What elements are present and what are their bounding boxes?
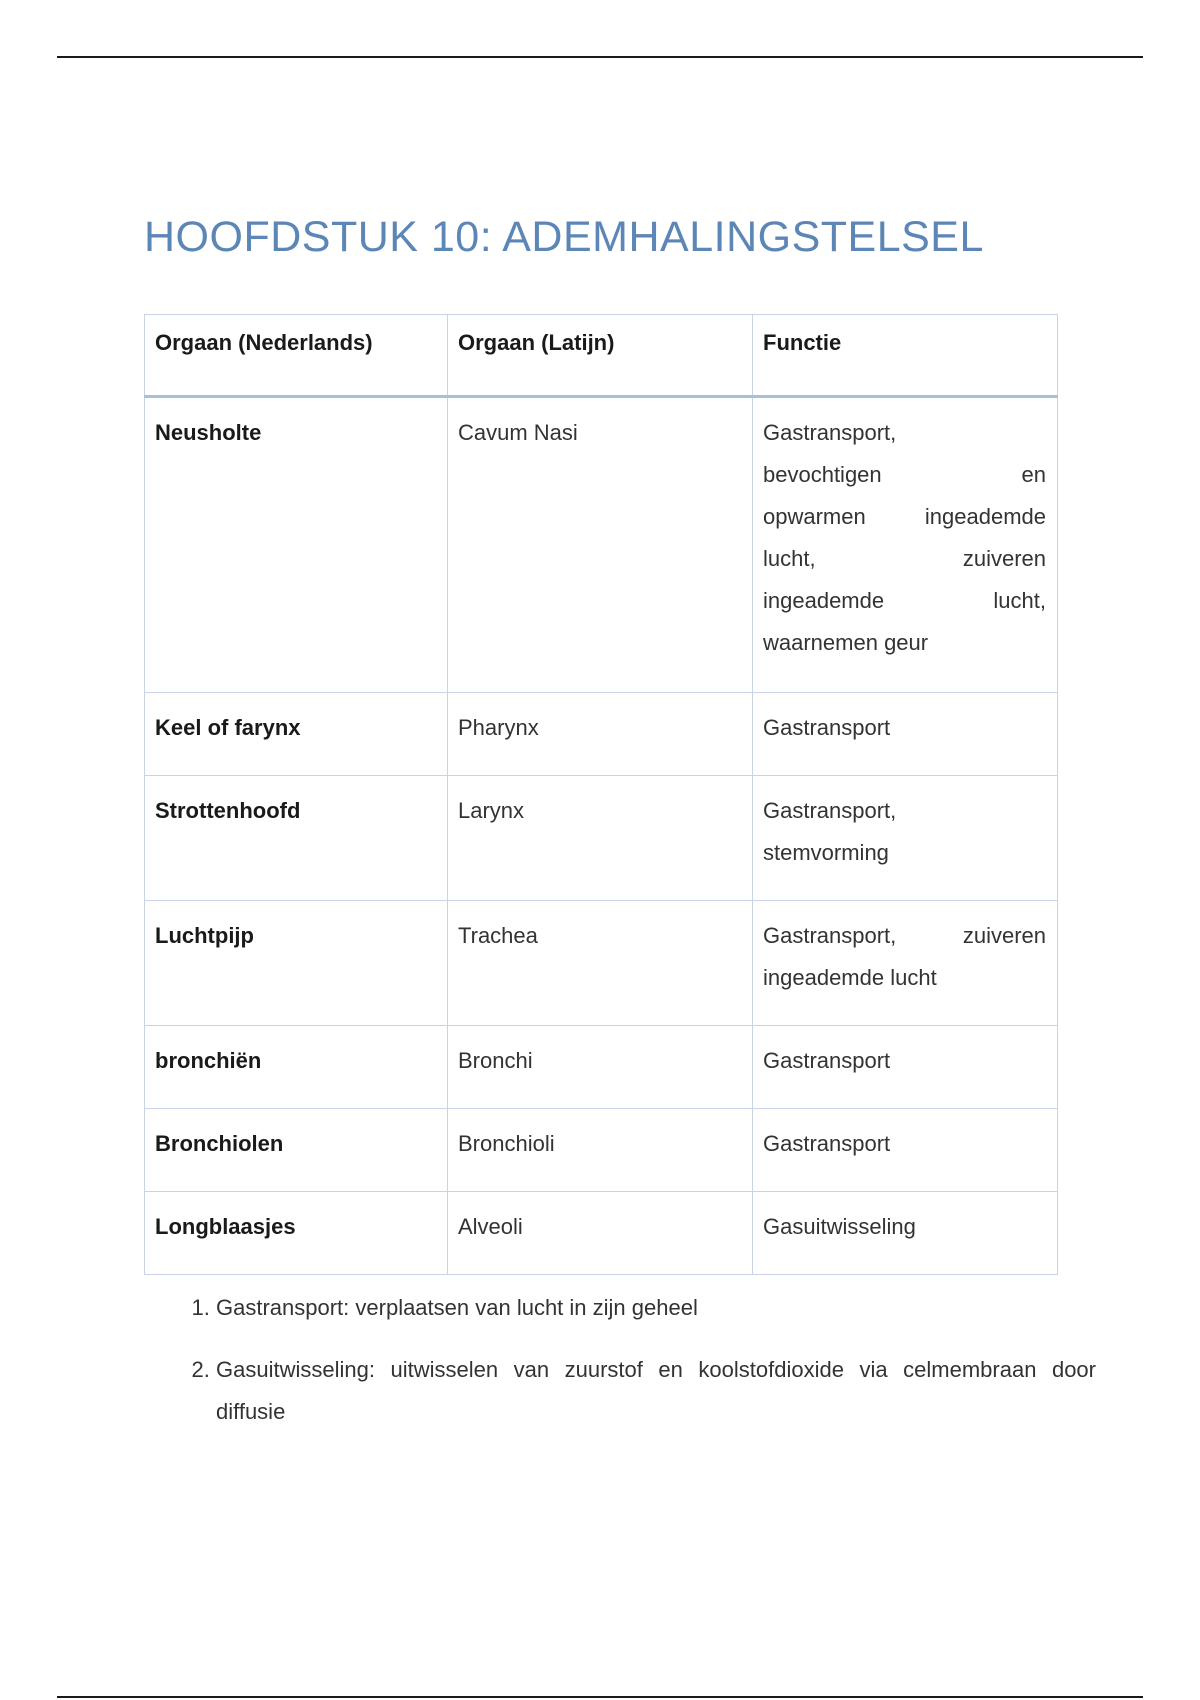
function-line: ingeademde lucht, (763, 588, 1046, 613)
organ-function (753, 776, 1058, 901)
header-organ-dutch: Orgaan (Nederlands) (145, 315, 448, 397)
organ-function (753, 1192, 1058, 1275)
function-line: Gastransport (763, 1048, 891, 1073)
function-line: Gastransport (763, 715, 891, 740)
function-line: Gasuitwisseling (763, 1214, 916, 1239)
definitions-list (176, 1287, 1096, 1453)
table-row (145, 776, 1058, 901)
header-organ-latin: Orgaan (Latijn) (448, 315, 753, 397)
function-line: waarnemen geur (763, 630, 929, 655)
organ-dutch: bronchiën (145, 1026, 448, 1109)
organ-dutch: Luchtpijp (145, 901, 448, 1026)
function-line: lucht, zuiveren (763, 546, 1046, 571)
organ-dutch: Longblaasjes (145, 1192, 448, 1275)
function-line: bevochtigen en (763, 462, 1046, 487)
table-row (145, 693, 1058, 776)
organ-latin: Alveoli (448, 1192, 753, 1275)
organ-function (753, 901, 1058, 1026)
organ-function (753, 1026, 1058, 1109)
list-item: 1. Gastransport: verplaatsen van lucht in zijn geheel (216, 1287, 1096, 1329)
organ-function (753, 693, 1058, 776)
organ-dutch: Keel of farynx (145, 693, 448, 776)
function-line: Gastransport, zuiveren (763, 923, 1046, 948)
function-line: ingeademde lucht (763, 965, 937, 990)
organ-latin: Pharynx (448, 693, 753, 776)
organ-latin: Bronchi (448, 1026, 753, 1109)
organ-table (144, 314, 1058, 1275)
organ-latin: Bronchioli (448, 1109, 753, 1192)
organ-latin: Trachea (448, 901, 753, 1026)
organ-dutch: Neusholte (145, 397, 448, 693)
function-line: Gastransport, (763, 420, 897, 445)
table-row (145, 397, 1058, 693)
function-line: Gastransport, (763, 798, 897, 823)
top-rule (57, 56, 1143, 58)
function-line: Gastransport (763, 1131, 891, 1156)
organ-latin: Cavum Nasi (448, 397, 753, 693)
bottom-rule (57, 1696, 1143, 1698)
organ-function (753, 397, 1058, 693)
header-function: Functie (753, 315, 1058, 397)
table-row (145, 901, 1058, 1026)
table-row (145, 1109, 1058, 1192)
table-row (145, 1026, 1058, 1109)
page-title: HOOFDSTUK 10: ADEMHALINGSTELSEL (144, 213, 984, 261)
function-line: opwarmen ingeademde (763, 504, 1046, 529)
organ-dutch: Strottenhoofd (145, 776, 448, 901)
organ-latin: Larynx (448, 776, 753, 901)
function-line: stemvorming (763, 840, 889, 865)
organ-function (753, 1109, 1058, 1192)
table-header-row (145, 315, 1058, 397)
list-item: 2. Gasuitwisseling: uitwisselen van zuurstof en koolstofdioxide via celmembraan door diffusie (216, 1349, 1096, 1433)
table-row (145, 1192, 1058, 1275)
organ-dutch: Bronchiolen (145, 1109, 448, 1192)
